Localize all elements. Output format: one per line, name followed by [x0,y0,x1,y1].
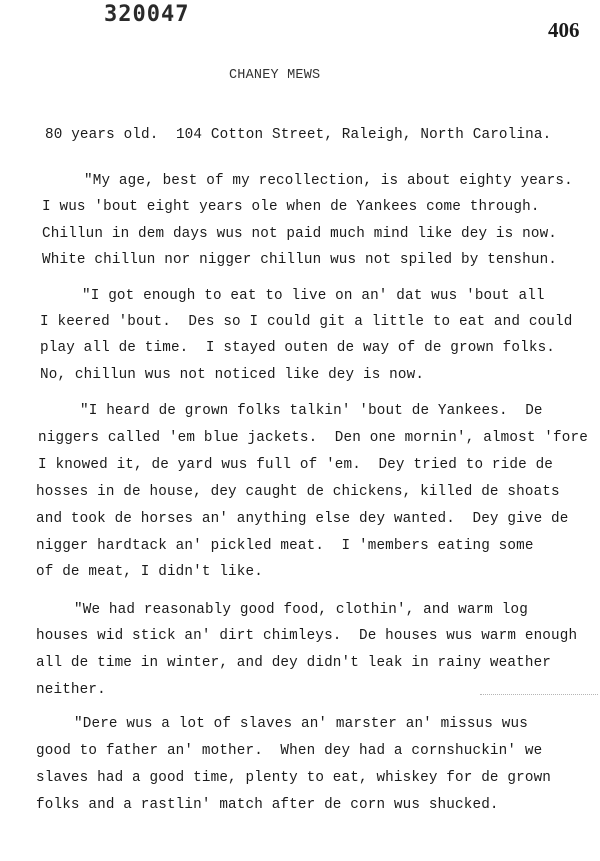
margin-dotted-line [480,694,598,695]
text-line: slaves had a good time, plenty to eat, whiskey for de grown [36,770,552,786]
page-title: CHANEY MEWS [229,68,321,83]
text-line: and took de horses an' anything else dey wanted. Dey give de [36,511,569,527]
text-line: play all de time. I stayed outen de way of de grown folks. [40,340,556,356]
text-line: "Dere wus a lot of slaves an' marster an' missus wus [74,716,528,732]
text-line: I keered 'bout. Des so I could git a little to eat and could [40,314,573,330]
text-line: niggers called 'em blue jackets. Den one mornin', almost 'fore [38,430,588,446]
text-line: "My age, best of my recollection, is about eighty years. [84,173,573,189]
text-line: I knowed it, de yard wus full of 'em. Dey tried to ride de [38,457,554,473]
text-line: folks and a rastlin' match after de corn wus shucked. [36,797,499,813]
text-line: nigger hardtack an' pickled meat. I 'members eating some [36,538,534,554]
text-line: houses wid stick an' dirt chimleys. De houses wus warm enough [36,628,578,644]
text-line: White chillun nor nigger chillun wus not spiled by tenshun. [42,252,558,268]
archive-stamp-number: 320047 [104,2,190,27]
text-line: No, chillun wus not noticed like dey is now. [40,367,425,383]
text-line: Chillun in dem days wus not paid much mind like dey is now. [42,226,558,242]
text-line: "We had reasonably good food, clothin', and warm log [74,602,528,618]
text-line: of de meat, I didn't like. [36,564,263,580]
text-line: I wus 'bout eight years ole when de Yankees come through. [42,199,540,215]
text-line: neither. [36,682,106,698]
page-number: 406 [548,18,580,42]
text-line: 80 years old. 104 Cotton Street, Raleigh, North Carolina. [45,127,552,143]
text-line: all de time in winter, and dey didn't leak in rainy weather [36,655,552,671]
text-line: "I heard de grown folks talkin' 'bout de Yankees. De [80,403,543,419]
text-line: hosses in de house, dey caught de chickens, killed de shoats [36,484,560,500]
text-line: good to father an' mother. When dey had a cornshuckin' we [36,743,543,759]
text-line: "I got enough to eat to live on an' dat wus 'bout all [82,288,545,304]
